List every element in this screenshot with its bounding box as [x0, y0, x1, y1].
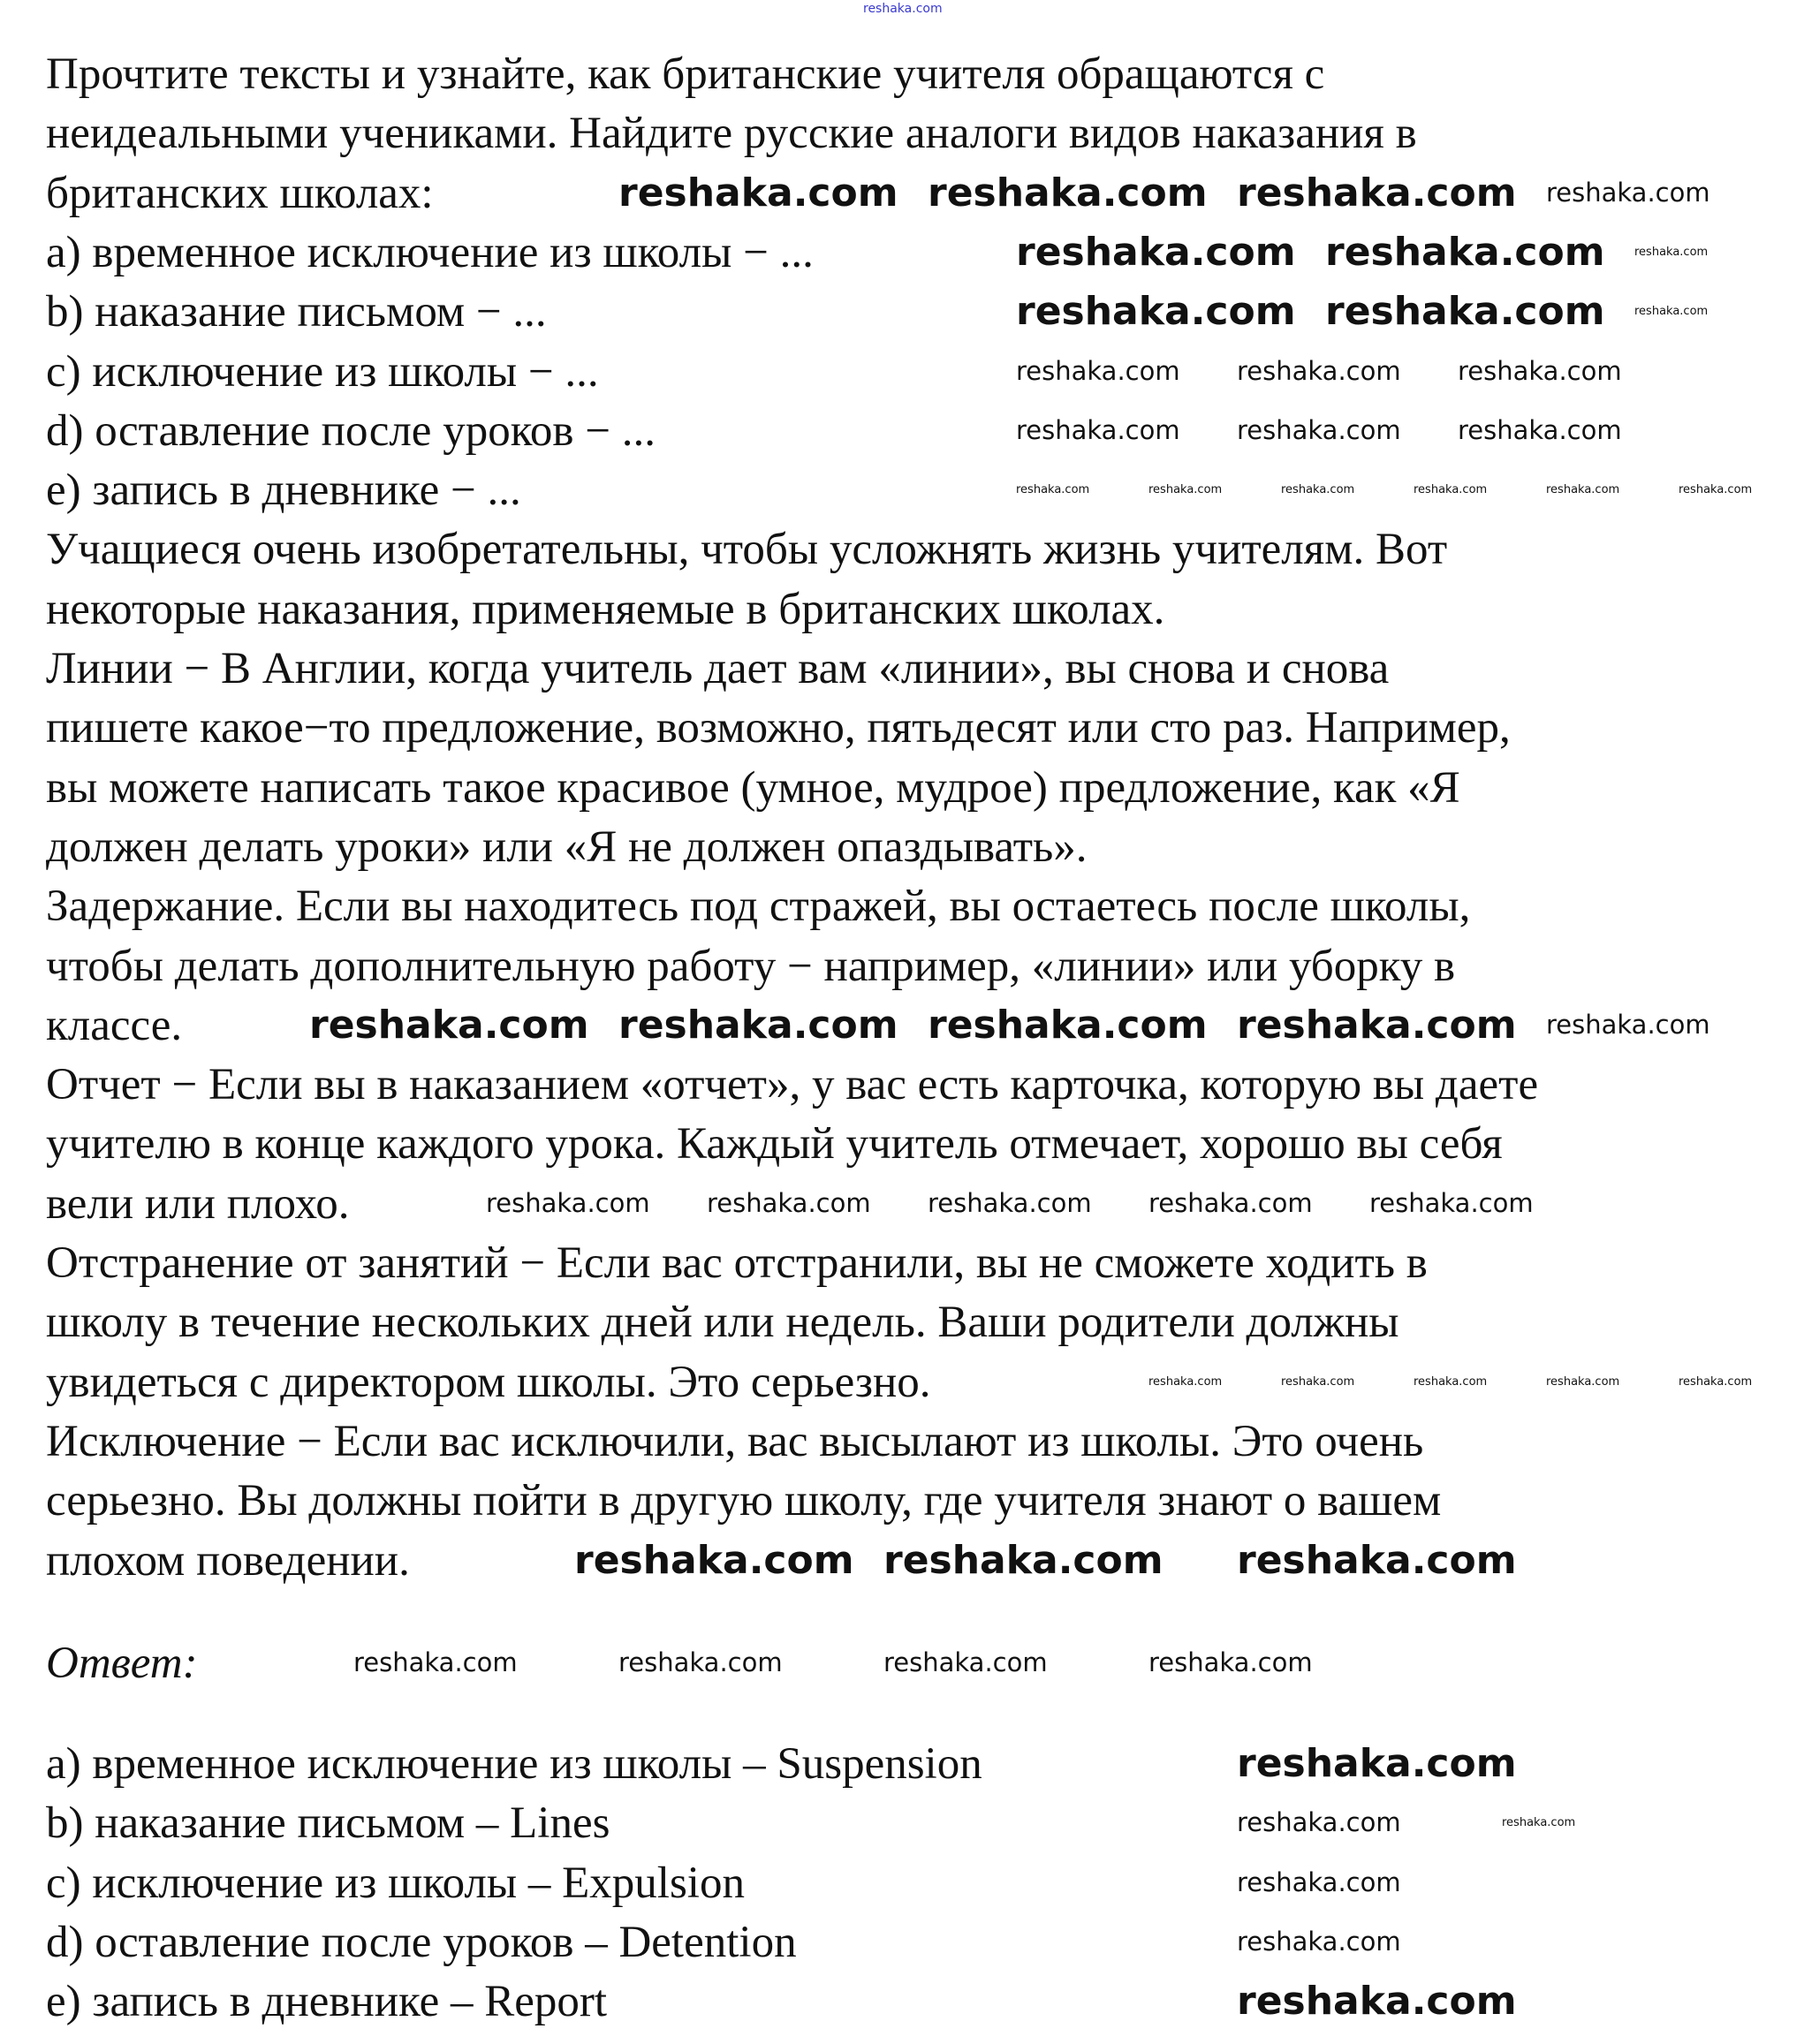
task-text-line: британских школах:	[46, 169, 434, 218]
watermark: reshaka.com	[1458, 415, 1622, 445]
watermark: reshaka.com	[928, 170, 1208, 216]
watermark: reshaka.com	[1237, 415, 1401, 445]
task-text-line: d) оставление после уроков − ...	[46, 406, 656, 456]
task-text-line: серьезно. Вы должны пойти в другую школу, где учителя знают о вашем	[46, 1476, 1442, 1525]
watermark: reshaka.com	[883, 1538, 1164, 1583]
watermark: reshaka.com	[1016, 483, 1090, 496]
watermark: reshaka.com	[618, 170, 898, 216]
watermark: reshaka.com	[1281, 483, 1355, 496]
watermark: reshaka.com	[1325, 230, 1605, 275]
watermark: reshaka.com	[1148, 1647, 1313, 1677]
task-text-line: c) исключение из школы − ...	[46, 347, 599, 397]
task-text-line: чтобы делать дополнительную работу − например, «линии» или уборку в	[46, 942, 1456, 991]
watermark: reshaka.com	[1016, 356, 1180, 386]
task-text-line: Исключение − Если вас исключили, вас высылают из школы. Это очень	[46, 1417, 1424, 1466]
watermark: reshaka.com	[1502, 1816, 1576, 1829]
task-text-line: Отстранение от занятий − Если вас отстранили, вы не сможете ходить в	[46, 1238, 1428, 1288]
watermark: reshaka.com	[574, 1538, 854, 1583]
watermark: reshaka.com	[1016, 415, 1180, 445]
watermark: reshaka.com	[1414, 1375, 1488, 1389]
task-text-line: увидеться с директором школы. Это серьезно.	[46, 1358, 931, 1407]
watermark: reshaka.com	[1414, 483, 1488, 496]
task-text-line: Отчет − Если вы в наказанием «отчет», у вас есть карточка, которую вы даете	[46, 1060, 1539, 1109]
task-text-line: a) временное исключение из школы − ...	[46, 228, 814, 277]
watermark: reshaka.com	[863, 2, 943, 16]
task-text-line: Прочтите тексты и узнайте, как британские учителя обращаются с	[46, 49, 1325, 99]
task-text-line: школу в течение нескольких дней или недель. Ваши родители должны	[46, 1298, 1399, 1347]
watermark: reshaka.com	[1634, 246, 1709, 259]
watermark: reshaka.com	[1634, 305, 1709, 318]
watermark: reshaka.com	[928, 1188, 1092, 1218]
task-text-line: плохом поведении.	[46, 1536, 410, 1586]
task-text-line: Линии − В Англии, когда учитель дает вам «линии», вы снова и снова	[46, 644, 1390, 693]
task-text-line: Учащиеся очень изобретательны, чтобы усложнять жизнь учителям. Вот	[46, 525, 1448, 574]
watermark: reshaka.com	[1281, 1375, 1355, 1389]
watermark: reshaka.com	[353, 1647, 518, 1677]
watermark: reshaka.com	[1237, 356, 1401, 386]
watermark: reshaka.com	[1237, 1927, 1401, 1957]
task-text-line: должен делать уроки» или «Я не должен опаздывать».	[46, 822, 1088, 872]
watermark: reshaka.com	[1546, 178, 1710, 208]
task-text-line: классе.	[46, 1001, 183, 1050]
watermark: reshaka.com	[1369, 1188, 1534, 1218]
task-text-line: некоторые наказания, применяемые в британских школах.	[46, 585, 1165, 634]
watermark: reshaka.com	[1546, 1375, 1620, 1389]
watermark: reshaka.com	[883, 1647, 1048, 1677]
watermark: reshaka.com	[1546, 483, 1620, 496]
watermark: reshaka.com	[1237, 1867, 1401, 1897]
watermark: reshaka.com	[1148, 1188, 1313, 1218]
watermark: reshaka.com	[618, 1647, 783, 1677]
watermark: reshaka.com	[309, 1003, 589, 1048]
task-text-line: пишете какое−то предложение, возможно, пятьдесят или сто раз. Например,	[46, 703, 1511, 753]
task-text-line: учителю в конце каждого урока. Каждый учитель отмечает, хорошо вы себя	[46, 1119, 1503, 1169]
task-text-line: b) наказание письмом − ...	[46, 287, 547, 337]
task-text-line: Задержание. Если вы находитесь под стражей, вы остаетесь после школы,	[46, 882, 1471, 931]
task-text-line: вели или плохо.	[46, 1179, 350, 1229]
watermark: reshaka.com	[707, 1188, 871, 1218]
watermark: reshaka.com	[1325, 289, 1605, 334]
answer-line: c) исключение из школы – Expulsion	[46, 1859, 745, 1908]
watermark: reshaka.com	[1237, 1741, 1517, 1786]
answer-line: e) запись в дневнике – Report	[46, 1977, 608, 2026]
watermark: reshaka.com	[1679, 483, 1753, 496]
answer-line: b) наказание письмом – Lines	[46, 1798, 610, 1848]
answer-heading: Ответ:	[46, 1639, 198, 1688]
watermark: reshaka.com	[1237, 1979, 1517, 2024]
watermark: reshaka.com	[486, 1188, 650, 1218]
answer-line: a) временное исключение из школы – Suspension	[46, 1739, 982, 1789]
task-text-line: неидеальными учениками. Найдите русские аналоги видов наказания в	[46, 109, 1417, 158]
task-text-line: вы можете написать такое красивое (умное, мудрое) предложение, как «Я	[46, 763, 1460, 813]
watermark: reshaka.com	[1016, 230, 1296, 275]
watermark: reshaka.com	[1237, 1807, 1401, 1837]
answer-line: d) оставление после уроков – Detention	[46, 1918, 797, 1967]
task-text-line: e) запись в дневнике − ...	[46, 466, 521, 515]
watermark: reshaka.com	[1237, 1003, 1517, 1048]
watermark: reshaka.com	[1016, 289, 1296, 334]
watermark: reshaka.com	[1458, 356, 1622, 386]
watermark: reshaka.com	[618, 1003, 898, 1048]
watermark: reshaka.com	[1237, 1538, 1517, 1583]
watermark: reshaka.com	[1148, 1375, 1223, 1389]
watermark: reshaka.com	[928, 1003, 1208, 1048]
watermark: reshaka.com	[1679, 1375, 1753, 1389]
watermark: reshaka.com	[1148, 483, 1223, 496]
watermark: reshaka.com	[1546, 1010, 1710, 1040]
watermark: reshaka.com	[1237, 170, 1517, 216]
